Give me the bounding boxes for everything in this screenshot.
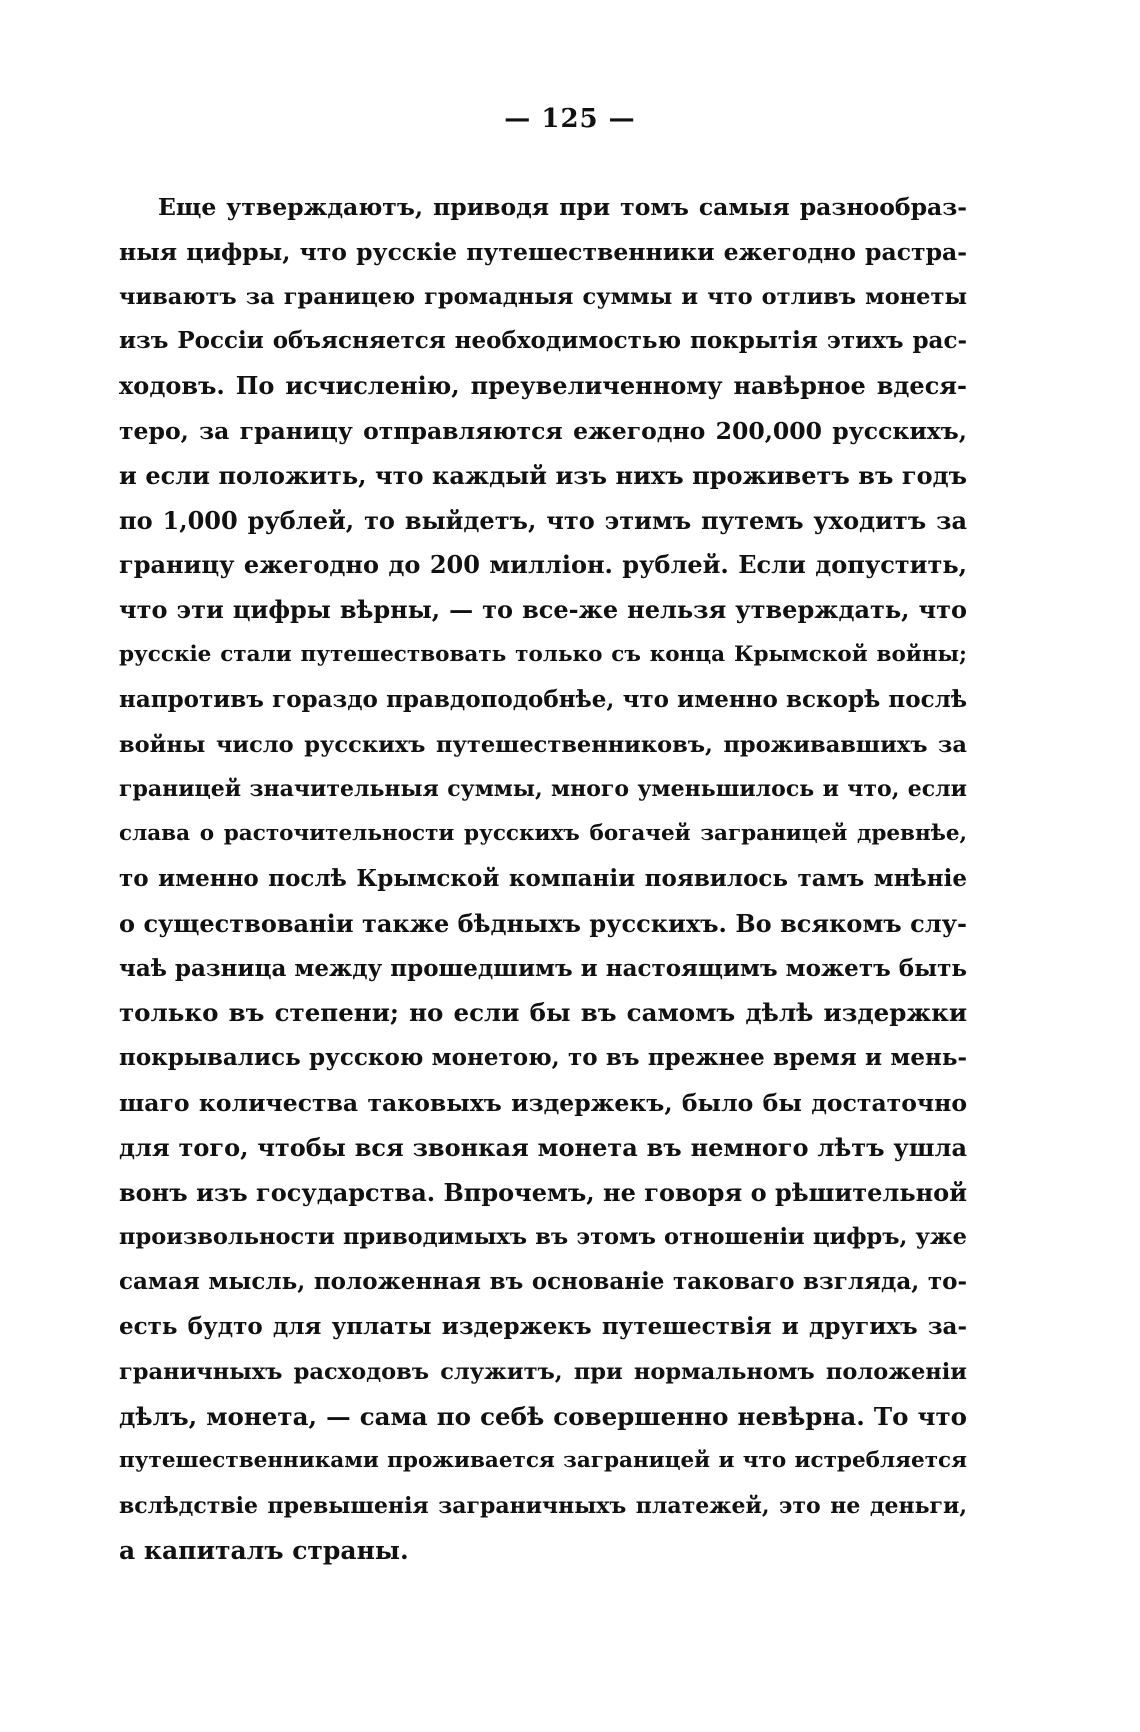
text-line: изъ Россіи объясняется необходимостью покрытія этихъ рас-: [119, 327, 967, 355]
text-line: вслѣдствіе превышенія заграничныхъ платежей, это не деньги,: [119, 1493, 967, 1520]
text-line: только въ степени; но если бы въ самомъ дѣлѣ издержки: [119, 998, 967, 1028]
text-line: дѣлъ, монета, — сама по себѣ совершенно невѣрна. То что: [119, 1401, 967, 1431]
text-line: то именно послѣ Крымской компаніи появилось тамъ мнѣніе: [119, 864, 967, 892]
text-line: самая мысль, положенная въ основаніе таковаго взгляда, то-: [119, 1268, 967, 1296]
text-line: по 1,000 рублей, то выйдетъ, что этимъ путемъ уходитъ за: [119, 505, 967, 535]
text-line: ныя цифры, что русскіе путешественники ежегодно растра-: [119, 237, 967, 266]
text-line: что эти цифры вѣрны, — то все-же нельзя утверждать, что: [119, 595, 967, 625]
page-number: — 125 —: [504, 104, 636, 134]
text-line: напротивъ гораздо правдоподобнѣе, что именно вскорѣ послѣ: [119, 685, 967, 713]
text-line: чаѣ разница между прошедшимъ и настоящимъ можетъ быть: [119, 954, 967, 982]
text-line: теро, за границу отправляются ежегодно 200,000 русскихъ,: [119, 416, 967, 445]
body-text: [119, 185, 967, 1574]
text-line: русскіе стали путешествовать только съ конца Крымской войны;: [119, 641, 967, 667]
text-line: слава о расточительности русскихъ богачей заграницей древнѣе,: [119, 821, 967, 847]
text-line: чиваютъ за границею громадныя суммы и что отливъ монеты: [119, 283, 967, 310]
text-line: границу ежегодно до 200 милліон. рублей. Если допустить,: [119, 550, 967, 580]
text-line: есть будто для уплаты издержекъ путешествія и другихъ за-: [119, 1312, 967, 1340]
text-line: границей значительныя суммы, много уменьшилось и что, если: [119, 776, 967, 803]
text-line: для того, чтобы вся звонкая монета въ немного лѣтъ ушла: [119, 1132, 967, 1162]
text-line: ходовъ. По исчисленію, преувеличенному навѣрное вдеся-: [119, 371, 967, 401]
text-line: о существованіи также бѣдныхъ русскихъ. Во всякомъ слу-: [119, 908, 967, 938]
text-line: граничныхъ расходовъ служитъ, при нормальномъ положеніи: [119, 1358, 967, 1385]
text-line: покрывались русскою монетою, то въ прежнее время и мень-: [119, 1044, 967, 1072]
text-line: и если положить, что каждый изъ нихъ проживетъ въ годъ: [119, 460, 967, 490]
text-line: путешественниками проживается заграницей и что истребляется: [119, 1448, 967, 1474]
text-line: вонъ изъ государства. Впрочемъ, не говоря о рѣшительной: [119, 1177, 967, 1207]
text-line: Еще утверждаютъ, приводя при томъ самыя разнообраз-: [158, 193, 967, 221]
text-line: а капиталъ страны.: [119, 1535, 409, 1565]
text-line: войны число русскихъ путешественниковъ, проживавшихъ за: [119, 731, 967, 758]
text-line: произвольности приводимыхъ въ этомъ отношеніи цифръ, уже: [119, 1224, 967, 1251]
text-line: шаго количества таковыхъ издержекъ, было бы достаточно: [119, 1088, 967, 1117]
